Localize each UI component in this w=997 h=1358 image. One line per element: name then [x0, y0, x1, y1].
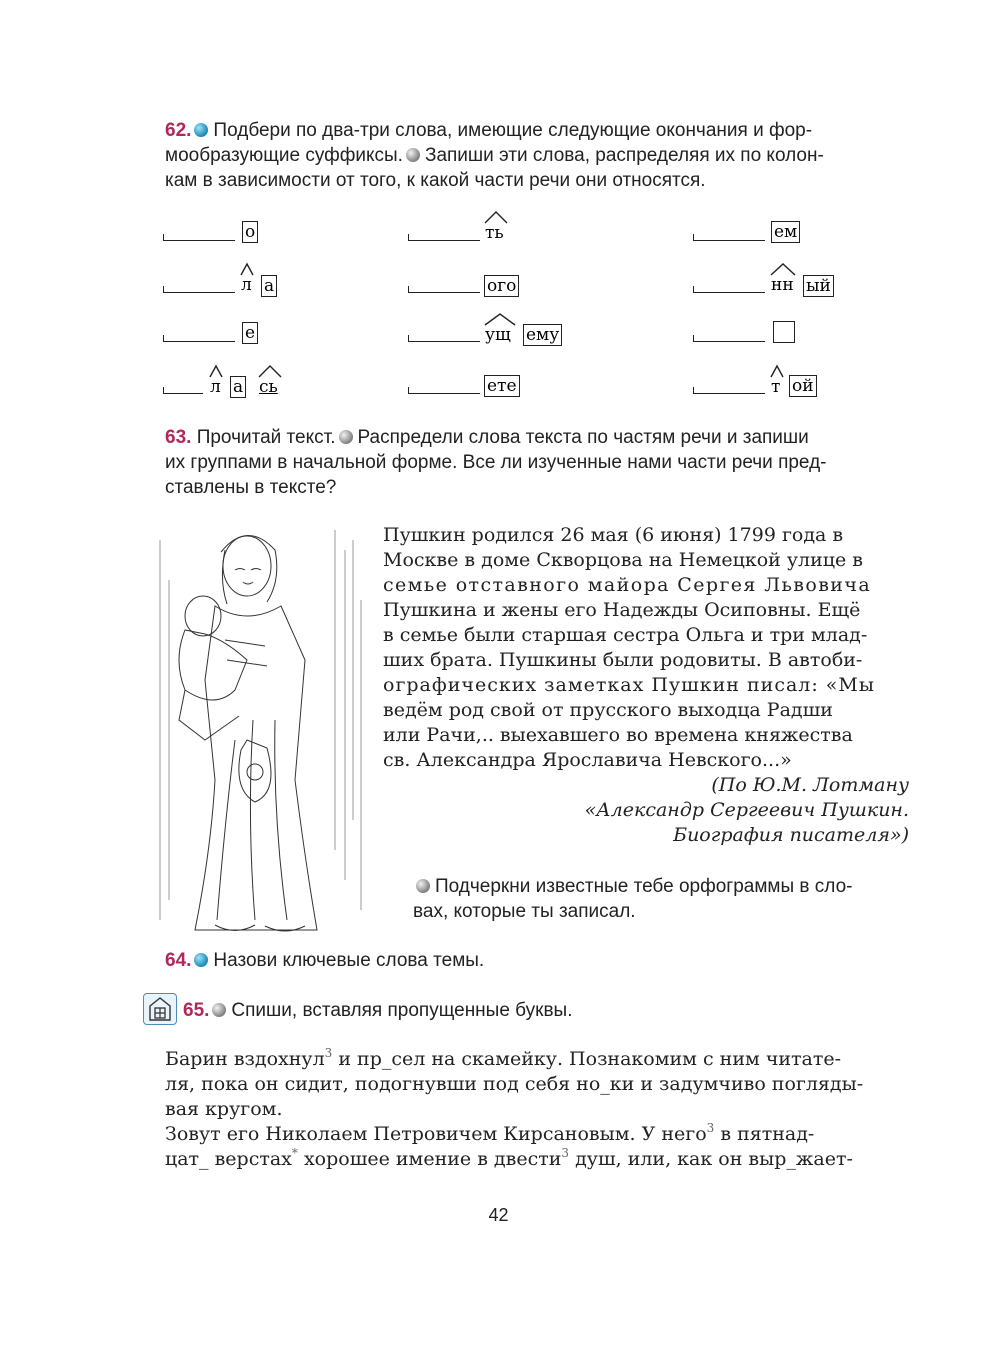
task-number: 63. — [165, 427, 192, 448]
passage-line — [165, 1147, 915, 1172]
passage-line: вая кругом. — [165, 1098, 283, 1120]
suffix-text: т — [771, 377, 781, 397]
excerpt-line: или Рачи,.. выехавшего во времена княжества — [383, 724, 853, 746]
grey-marker-icon — [212, 1003, 226, 1017]
blue-marker-icon — [194, 123, 208, 137]
task-number: 64. — [165, 950, 192, 971]
passage-text: в пятнад- — [714, 1123, 815, 1145]
source-line: Биография писателя») — [673, 824, 909, 846]
blank-line — [408, 240, 480, 241]
passage-line: ля, пока он сидит, подогнувши под себя но_ки и задумчиво погляды- — [165, 1073, 864, 1095]
passage-text: и пр_сел на скамейку. Познакомим с ним читате- — [332, 1048, 842, 1070]
blank-line — [693, 393, 765, 394]
blue-marker-icon — [194, 953, 208, 967]
passage-text: Барин вздохнул — [165, 1048, 325, 1070]
underline-task — [413, 874, 913, 924]
grey-marker-icon — [339, 430, 353, 444]
ending-box: а — [230, 376, 246, 398]
task-text: Назови ключевые слова темы. — [213, 950, 485, 971]
task-text: Подбери по два-три слова, имеющие следующие окончания и фор- — [213, 120, 813, 141]
task-text: мообразующие суффиксы. — [165, 145, 403, 166]
task-text: Запиши эти слова, распределяя их по колон- — [424, 145, 824, 166]
task-text: Спиши, вставляя пропущенные буквы. — [231, 1000, 573, 1021]
suffix-mark — [771, 275, 794, 295]
excerpt-line: Москве в доме Скворцова на Немецкой улице в — [383, 549, 863, 571]
blank-line — [163, 341, 235, 342]
passage-text: цат_ верстах — [165, 1148, 292, 1170]
task-text: Подчеркни известные тебе орфограммы в сло- — [435, 876, 853, 897]
illustration-nanny-with-child — [155, 520, 370, 940]
page-number: 42 — [488, 1205, 509, 1225]
pushkin-excerpt — [383, 523, 913, 773]
blank-line — [163, 393, 203, 394]
suffix-mark — [241, 275, 252, 295]
task-text: Прочитай текст. — [196, 427, 336, 448]
excerpt-line: Пушкина и жены его Надежды Осиповны. Ещё — [383, 599, 861, 621]
ending-box: ем — [771, 221, 800, 243]
excerpt-line: ших брата. Пушкины были родовиты. В автоби- — [383, 649, 863, 671]
excerpt-source — [383, 773, 909, 848]
task-64 — [165, 948, 910, 973]
blank-line — [408, 292, 480, 293]
postfix-mark — [259, 377, 278, 397]
task-62 — [165, 118, 910, 193]
ending-box: о — [242, 221, 258, 243]
suffix-mark — [485, 223, 504, 243]
task-number: 62. — [165, 120, 192, 141]
passage-text: хорошее имение в двести — [297, 1148, 562, 1170]
ending-box: ый — [803, 275, 834, 297]
passage-line — [165, 1047, 915, 1072]
task-63 — [165, 425, 910, 500]
suffix-text: л — [241, 275, 252, 295]
task-63-line-2: их группами в начальной форме. Все ли изученные нами части речи пред- — [165, 452, 827, 473]
source-line: «Александр Сергеевич Пушкин. — [584, 799, 909, 821]
task-65 — [183, 998, 928, 1023]
blank-line — [693, 341, 765, 342]
ending-box: ого — [484, 275, 519, 297]
suffix-mark — [210, 377, 221, 397]
turgenev-passage — [165, 1047, 915, 1172]
suffix-text: ть — [485, 223, 504, 243]
postfix-text: сь — [259, 377, 278, 397]
excerpt-line: в семье были старшая сестра Ольга и три млад- — [383, 624, 868, 646]
blank-line — [408, 341, 480, 342]
task-number: 65. — [183, 1000, 210, 1021]
suffix-mark — [771, 377, 780, 397]
source-line: (По Ю.М. Лотману — [711, 774, 909, 796]
task-62-line-1 — [165, 118, 910, 143]
task-text: Распредели слова текста по частям речи и запиши — [357, 427, 809, 448]
workbook-icon — [143, 993, 177, 1025]
blank-line — [693, 292, 765, 293]
suffix-text: л — [210, 377, 221, 397]
empty-ending-box — [773, 321, 795, 343]
passage-line — [165, 1122, 915, 1147]
grey-marker-icon — [406, 148, 420, 162]
excerpt-line: ведём род свой от прусского выходца Радши — [383, 699, 833, 721]
task-62-line-2 — [165, 143, 910, 168]
blank-line — [693, 240, 765, 241]
ending-box: ему — [523, 324, 562, 346]
excerpt-line: св. Александра Ярославича Невского...» — [383, 749, 792, 771]
task-63-line-3: ставлены в тексте? — [165, 477, 337, 498]
task-63-line-1 — [165, 425, 910, 450]
suffix-mark — [485, 325, 511, 345]
footnote-mark: 3 — [561, 1146, 570, 1160]
passage-text: душ, или, как он выр_жает- — [569, 1148, 853, 1170]
footnote-mark: 3 — [324, 1046, 333, 1060]
footnote-mark: 3 — [706, 1121, 715, 1135]
blank-line — [163, 240, 235, 241]
ending-box: ой — [789, 375, 817, 397]
passage-text: Зовут его Николаем Петровичем Кирсановым. У него — [165, 1123, 707, 1145]
excerpt-line: ографических заметках Пушкин писал: «Мы — [383, 674, 876, 696]
suffix-text: ущ — [485, 325, 511, 345]
underline-task-line-1 — [413, 874, 913, 899]
task-62-line-3: кам в зависимости от того, к какой части речи они относятся. — [165, 170, 706, 191]
ending-box: ете — [484, 375, 520, 397]
excerpt-line: семье отставного майора Сергея Львовича — [383, 574, 872, 596]
excerpt-line: Пушкин родился 26 мая (6 июня) 1799 года в — [383, 524, 844, 546]
ending-box: а — [261, 275, 277, 297]
blank-line — [408, 393, 480, 394]
underline-task-line-2: вах, которые ты записал. — [413, 901, 636, 922]
blank-line — [163, 292, 235, 293]
grey-marker-icon — [416, 879, 430, 893]
asterisk-mark: * — [291, 1146, 298, 1160]
suffix-text: нн — [771, 275, 794, 295]
ending-box: е — [242, 322, 258, 344]
